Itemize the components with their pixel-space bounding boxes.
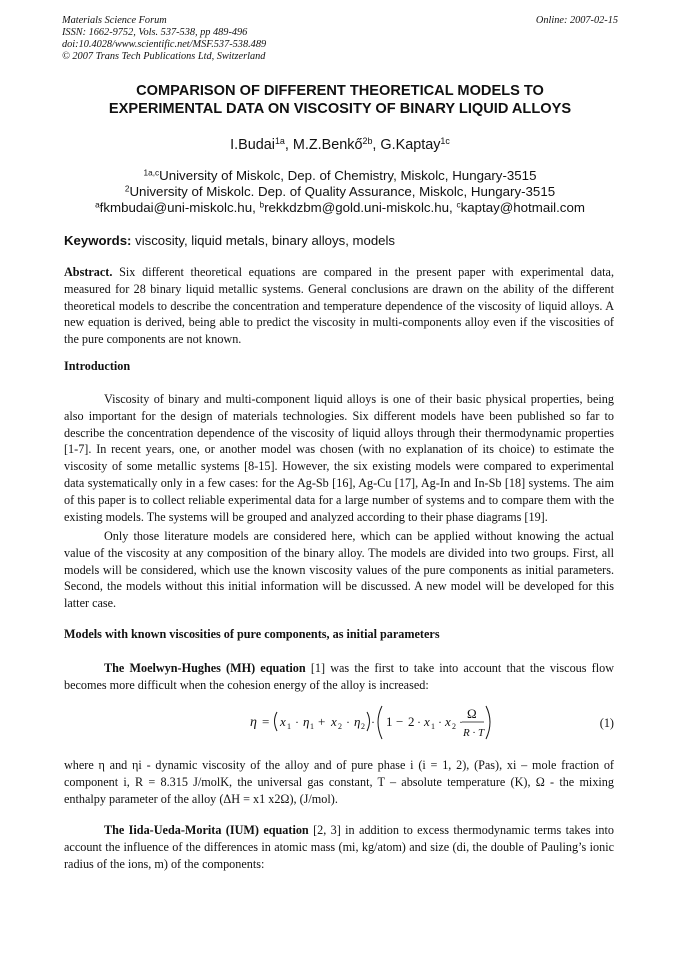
eq-left-paren-2 — [378, 706, 382, 739]
issn-line: ISSN: 1662-9752, Vols. 537-538, pp 489-496 — [62, 27, 248, 38]
email-1[interactable]: fkmbudai@uni-miskolc.hu, — [99, 200, 256, 215]
introduction-heading: Introduction — [64, 359, 131, 373]
author-2: M.Z.Benkő — [292, 137, 363, 153]
eq-x2: x — [331, 714, 337, 729]
author-3-sup: 1c — [440, 136, 450, 147]
equation-1-graphic — [0, 702, 678, 752]
author-1: I.Budai — [230, 137, 275, 153]
journal-name: Materials Science Forum — [62, 15, 167, 26]
author-2-sup: 2b — [362, 136, 373, 147]
title-line-1: COMPARISON OF DIFFERENT THEORETICAL MODELS TO — [136, 83, 544, 99]
keywords-label: Keywords: — [64, 233, 132, 248]
eq-x1b-sub: 1 — [431, 722, 435, 731]
eq-x1-sub: 1 — [287, 722, 291, 731]
email-3[interactable]: kaptay@hotmail.com — [460, 200, 585, 215]
keywords-text: viscosity, liquid metals, binary alloys, models — [135, 233, 396, 248]
intro-paragraph-2: Only those literature models are considered here, which can be applied without knowing the actual value of the viscosity at any composition of the binary alloy. The models are divided into two groups. First, all models will be considered, which use the known viscosity values of the pure components as initial parameters. Second, the models without this initial information will be discussed. A new model will be developed for this latter case. — [64, 529, 614, 611]
journal-header — [62, 15, 618, 63]
eq-dot-6: · — [459, 715, 463, 729]
models-heading: Models with known viscosities of pure components, as initial parameters — [64, 627, 440, 641]
affiliation-2: $^2$University of Miskolc. Dep. of Quality Assurance, Miskolc, Hungary-3515 — [124, 184, 556, 199]
eq-x2b-sub: 2 — [452, 722, 456, 731]
abstract-text: Six different theoretical equations are compared in the present paper with experimental data, measured for 28 binary liquid metallic systems. General conclusions are drawn on the ability of the different theoretical models to describe the concentration and temperature dependence of the viscosity of liquid alloys. A new equation is derived, being able to predict the viscosity in multi-components alloy even if the viscosities of the pure components are not known. — [64, 265, 615, 347]
mh-paragraph — [64, 660, 614, 694]
ium-text: [2, 3] in addition to excess thermodynamic terms takes into account the influence of the differences in atomic mass (mi, kg/atom) and size (di, the double of Pauling’s ionic radius of the ions, m) of the components: — [64, 823, 614, 871]
eq-right-paren-2 — [486, 706, 490, 739]
eq-equals: = — [262, 714, 270, 729]
mh-text: [1] was the first to take into account that the viscous flow becomes more difficult when the cohesion energy of the alloy is increased: — [64, 661, 614, 692]
where-paragraph: where η and ηi - dynamic viscosity of the alloy and of pure phase i (i = 1, 2), (Pas), xi – mole fraction of component i, R = 8.315 J/molK, the universal gas constant, T – absolute temperature (K), Ω - the mixing enthalpy parameter of the alloy (ΔH = x1 x2Ω), (J/mol). — [64, 758, 614, 806]
doi-line: doi:10.4028/www.scientific.net/MSF.537-538.489 — [62, 39, 267, 50]
eq-minus: − — [396, 714, 404, 729]
eq-eta1: η — [303, 714, 310, 729]
affiliations — [62, 168, 618, 216]
eq-one: 1 — [386, 714, 393, 729]
eq-dot-2: · — [346, 715, 350, 729]
eq-left-paren-1 — [275, 712, 278, 731]
eq-dot-5: · — [438, 715, 442, 729]
author-3: G.Kaptay — [380, 137, 441, 153]
eq-x1: x — [280, 714, 286, 729]
eq-eta2: η — [354, 714, 361, 729]
abstract-label: Abstract. — [64, 265, 113, 279]
intro-paragraph-1: Viscosity of binary and multi-component liquid alloys is one of their basic physical properties, being also important for the design of materials technologies. Six different models have been published so far to describe the concentration dependence of the viscosity of liquid alloys through their thermodynamic properties [1-7]. In recent years, one, or another model was chosen (with no explanation of its choice) to estimate the viscosity of some metallic systems [8-15]. However, the six existing models were compared to experimental data systematically only in a few cases: for the Ag-Sb [16], Ag-Cu [17], Ag-In and In-Sb [18] systems. The aim of this paper is to collect reliable experimental data for a large number of systems and to compare them with the existing models. The systems will be grouped and analyzed according to their phase diagrams [19]. — [64, 392, 614, 524]
eq-dot-4: · — [417, 715, 421, 729]
eq-x2-sub: 2 — [338, 722, 342, 731]
online-date: Online: 2007-02-15 — [535, 15, 618, 26]
copyright-line: © 2007 Trans Tech Publications Ltd, Switzerland — [62, 51, 266, 62]
email-line: $^a$fkmbudai@uni-miskolc.hu, $^b$rekkdzbm@gold.uni-miskolc.hu, $^c$kaptay@hotmail.com — [95, 200, 585, 215]
eq-x1b: x — [424, 714, 430, 729]
affiliation-1: $^{1a,c}$University of Miskolc, Dep. of Chemistry, Miskolc, Hungary-3515 — [143, 168, 537, 183]
eq-x2b: x — [445, 714, 451, 729]
eq-eta1-sub: 1 — [310, 722, 314, 731]
eq-dot-1: · — [295, 715, 299, 729]
author-list: I.Budai$^{1a}$, M.Z.Benkő$^{2b}$, G.Kaptay$^{1c}$ — [230, 136, 450, 153]
eq-plus: + — [318, 714, 326, 729]
eq-dot-3: · — [371, 715, 375, 729]
author-1-sup: 1a — [274, 136, 285, 147]
ium-label: The Iida-Ueda-Morita (IUM) equation — [104, 823, 309, 837]
eq-eta2-sub: 2 — [361, 722, 365, 731]
eq-rt: R · T — [463, 727, 485, 739]
eq-two: 2 — [408, 714, 415, 729]
ium-paragraph — [64, 822, 614, 872]
equation-1-number: (1) — [599, 716, 614, 730]
paper-title — [62, 82, 618, 118]
keywords — [64, 233, 620, 248]
eq-eta: η — [250, 715, 257, 730]
eq-omega: Ω — [467, 706, 477, 721]
equation-1 — [0, 702, 678, 752]
email-2[interactable]: rekkdzbm@gold.uni-miskolc.hu, — [264, 200, 453, 215]
mh-label: The Moelwyn-Hughes (MH) equation — [104, 661, 306, 675]
abstract — [64, 264, 614, 348]
title-line-2: EXPERIMENTAL DATA ON VISCOSITY OF BINARY LIQUID ALLOYS — [108, 101, 572, 117]
eq-right-paren-1 — [367, 712, 370, 731]
